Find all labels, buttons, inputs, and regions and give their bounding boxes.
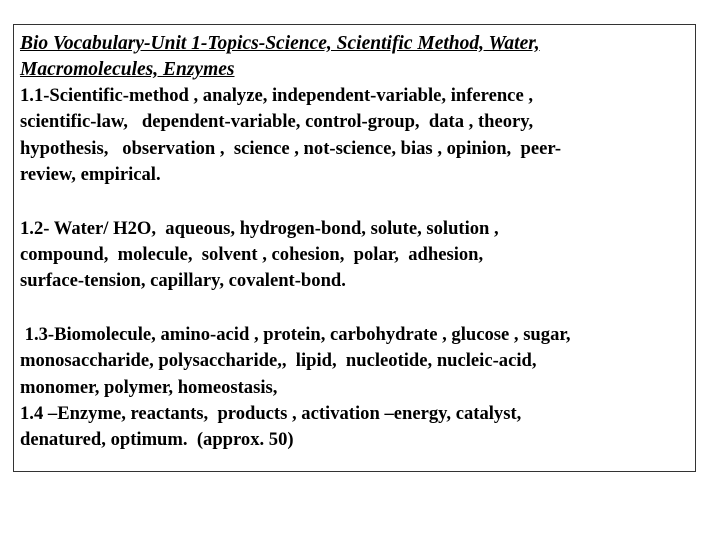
section-1-2-line-1: 1.2- Water/ H2O, aqueous, hydrogen-bond, solute, solution , xyxy=(20,217,499,239)
section-1-2-line-2: compound, molecule, solvent , cohesion, polar, adhesion, xyxy=(20,244,484,266)
title-line-2: Macromolecules, Enzymes xyxy=(20,59,235,80)
section-1-3-line-1: 1.3-Biomolecule, amino-acid , protein, carbohydrate , glucose , sugar, xyxy=(20,323,571,345)
section-1-3-line-3: monomer, polymer, homeostasis, xyxy=(20,376,278,398)
section-1-3 xyxy=(20,322,695,401)
section-1-3-line-2: monosaccharide, polysaccharide,, lipid, nucleotide, nucleic-acid, xyxy=(20,350,537,372)
section-1-2-line-3: surface-tension, capillary, covalent-bond. xyxy=(20,270,346,292)
section-1-1 xyxy=(20,83,695,189)
section-1-4-line-1: 1.4 –Enzyme, reactants, products , activation –energy, catalyst, xyxy=(20,403,522,425)
title-line-1: Bio Vocabulary-Unit 1-Topics-Science, Scientific Method, Water, xyxy=(20,33,540,54)
section-1-4 xyxy=(20,401,695,454)
section-gap xyxy=(20,295,695,322)
section-1-1-line-3: hypothesis, observation , science , not-science, bias , opinion, peer- xyxy=(20,137,562,159)
section-1-2 xyxy=(20,216,695,295)
section-gap xyxy=(20,189,695,216)
section-1-4-line-2: denatured, optimum. (approx. 50) xyxy=(20,429,294,451)
section-1-1-line-2: scientific-law, dependent-variable, control-group, data , theory, xyxy=(20,111,534,133)
vocabulary-box xyxy=(13,24,696,472)
section-1-1-line-1: 1.1-Scientific-method , analyze, independent-variable, inference , xyxy=(20,85,533,106)
section-1-1-line-4: review, empirical. xyxy=(20,164,161,186)
